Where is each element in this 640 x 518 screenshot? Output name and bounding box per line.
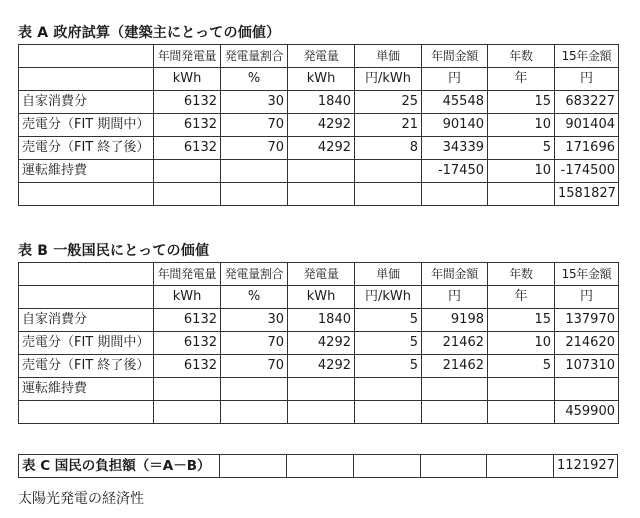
value-cell: 6132 [154, 332, 221, 355]
value-cell: 90140 [422, 114, 488, 137]
figure-caption: 太陽光発電の経済性 [18, 491, 144, 507]
unit-cell: kWh [154, 286, 221, 309]
column-header: 発電量割合 [221, 45, 288, 68]
value-cell [488, 378, 555, 401]
row-label: 売電分（FIT 終了後） [19, 355, 154, 378]
unit-cell: % [221, 286, 288, 309]
value-cell [221, 401, 288, 424]
value-cell: 5 [355, 332, 422, 355]
row-label: 売電分（FIT 期間中） [19, 332, 154, 355]
column-header: 年数 [488, 263, 555, 286]
table-row [19, 455, 618, 478]
value-cell [555, 378, 619, 401]
value-cell: 171696 [555, 137, 619, 160]
unit-cell: 年 [488, 68, 555, 91]
unit-cell: 円/kWh [355, 68, 422, 91]
value-cell: 6132 [154, 114, 221, 137]
column-header: 発電量 [288, 45, 355, 68]
table-b-title: 表 B 一般国民にとっての価値 [18, 243, 210, 259]
unit-cell: % [221, 68, 288, 91]
value-cell: 4292 [288, 137, 355, 160]
header-row [19, 263, 619, 286]
value-cell: 70 [221, 114, 288, 137]
value-cell: -174500 [555, 160, 619, 183]
row-label: 運転維持費 [19, 378, 154, 401]
value-cell [355, 401, 422, 424]
unit-cell: 円 [555, 286, 619, 309]
table-a-title: 表 A 政府試算（建築主にとっての価値） [18, 25, 281, 41]
unit-cell: kWh [288, 68, 355, 91]
value-cell [154, 183, 221, 206]
header-corner-cell [19, 263, 154, 286]
row-label [19, 401, 154, 424]
column-header: 年間発電量 [154, 45, 221, 68]
value-cell: 5 [355, 309, 422, 332]
table-a [18, 44, 619, 206]
row-label: 売電分（FIT 期間中） [19, 114, 154, 137]
unit-corner-cell [19, 286, 154, 309]
table-row [19, 137, 619, 160]
value-cell [488, 183, 555, 206]
value-cell: 21 [355, 114, 422, 137]
table-row [19, 183, 619, 206]
value-cell: 4292 [288, 355, 355, 378]
value-cell [288, 183, 355, 206]
unit-cell: kWh [154, 68, 221, 91]
value-cell: 15 [488, 309, 555, 332]
table-row [19, 91, 619, 114]
value-cell [220, 455, 287, 478]
value-cell: 30 [221, 309, 288, 332]
unit-cell: 円 [555, 68, 619, 91]
value-cell [154, 378, 221, 401]
value-cell: 9198 [422, 309, 488, 332]
value-cell: 1840 [288, 91, 355, 114]
unit-cell: 円 [422, 68, 488, 91]
value-cell [421, 455, 487, 478]
value-cell: 25 [355, 91, 422, 114]
header-corner-cell [19, 45, 154, 68]
column-header: 年間金額 [422, 263, 488, 286]
value-cell [154, 160, 221, 183]
value-cell: 5 [488, 137, 555, 160]
value-cell: 137970 [555, 309, 619, 332]
column-header: 発電量割合 [221, 263, 288, 286]
value-cell: 5 [355, 355, 422, 378]
value-cell: 10 [488, 160, 555, 183]
value-cell: 5 [488, 355, 555, 378]
column-header: 年間金額 [422, 45, 488, 68]
value-cell: 4292 [288, 114, 355, 137]
value-cell [355, 183, 422, 206]
value-cell: 107310 [555, 355, 619, 378]
value-cell: 70 [221, 137, 288, 160]
row-label: 運転維持費 [19, 160, 154, 183]
value-cell: 10 [488, 114, 555, 137]
value-cell: 4292 [288, 332, 355, 355]
value-cell [422, 401, 488, 424]
table-row [19, 332, 619, 355]
row-label: 自家消費分 [19, 91, 154, 114]
value-cell [221, 378, 288, 401]
value-cell [355, 378, 422, 401]
value-cell: -17450 [422, 160, 488, 183]
header-row [19, 45, 619, 68]
unit-row [19, 286, 619, 309]
value-cell: 70 [221, 332, 288, 355]
unit-cell: 円 [422, 286, 488, 309]
row-label [19, 183, 154, 206]
value-cell [287, 455, 354, 478]
column-header: 15年金額 [555, 263, 619, 286]
value-cell: 683227 [555, 91, 619, 114]
table-b [18, 262, 619, 424]
table-row [19, 401, 619, 424]
value-cell [355, 160, 422, 183]
value-cell: 1121927 [554, 455, 618, 478]
value-cell [221, 183, 288, 206]
table-row [19, 355, 619, 378]
column-header: 単価 [355, 45, 422, 68]
column-header: 年数 [488, 45, 555, 68]
value-cell: 10 [488, 332, 555, 355]
value-cell: 214620 [555, 332, 619, 355]
value-cell: 34339 [422, 137, 488, 160]
value-cell [487, 455, 554, 478]
unit-row [19, 68, 619, 91]
column-header: 単価 [355, 263, 422, 286]
row-label: 表 C 国民の負担額（＝A－B） [19, 455, 220, 478]
value-cell: 901404 [555, 114, 619, 137]
value-cell [488, 401, 555, 424]
row-label: 自家消費分 [19, 309, 154, 332]
value-cell [422, 183, 488, 206]
value-cell: 8 [355, 137, 422, 160]
table-row [19, 114, 619, 137]
value-cell [288, 401, 355, 424]
value-cell [422, 378, 488, 401]
value-cell: 15 [488, 91, 555, 114]
value-cell: 1840 [288, 309, 355, 332]
value-cell [354, 455, 421, 478]
column-header: 15年金額 [555, 45, 619, 68]
unit-corner-cell [19, 68, 154, 91]
unit-cell: 円/kWh [355, 286, 422, 309]
table-row [19, 378, 619, 401]
table-row [19, 160, 619, 183]
value-cell: 1581827 [555, 183, 619, 206]
value-cell: 6132 [154, 91, 221, 114]
table-row [19, 309, 619, 332]
table-c [18, 454, 618, 478]
unit-cell: 年 [488, 286, 555, 309]
value-cell [154, 401, 221, 424]
value-cell: 21462 [422, 332, 488, 355]
value-cell [221, 160, 288, 183]
value-cell: 45548 [422, 91, 488, 114]
value-cell [288, 378, 355, 401]
row-label: 売電分（FIT 終了後） [19, 137, 154, 160]
value-cell: 21462 [422, 355, 488, 378]
value-cell [288, 160, 355, 183]
value-cell: 6132 [154, 355, 221, 378]
value-cell: 6132 [154, 309, 221, 332]
value-cell: 70 [221, 355, 288, 378]
value-cell: 30 [221, 91, 288, 114]
value-cell: 459900 [555, 401, 619, 424]
unit-cell: kWh [288, 286, 355, 309]
column-header: 年間発電量 [154, 263, 221, 286]
value-cell: 6132 [154, 137, 221, 160]
column-header: 発電量 [288, 263, 355, 286]
